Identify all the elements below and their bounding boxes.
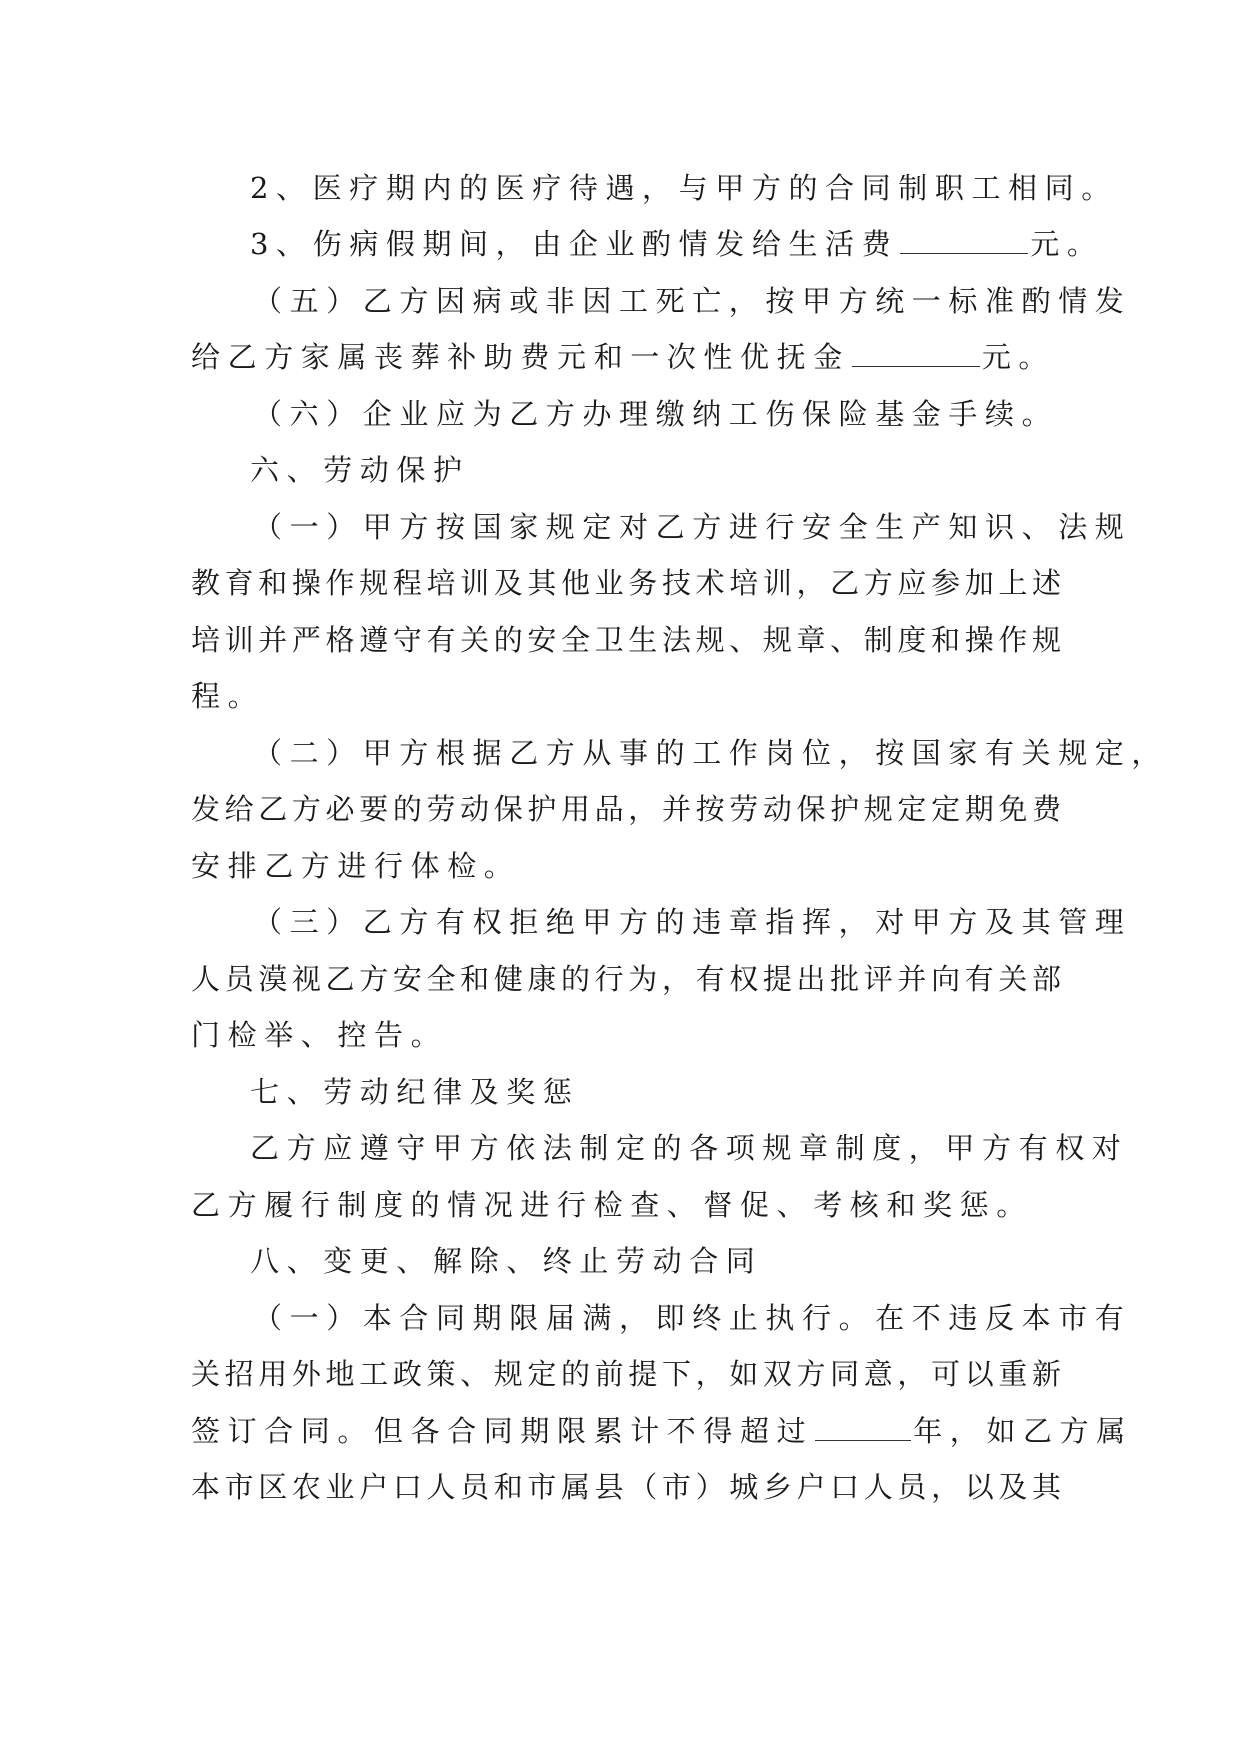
- clause-sick-leave-allowance: [250, 224, 1120, 264]
- clause-contract-expiry-line1: （一）本合同期限届满，即终止执行。在不违反本市有: [253, 1301, 1132, 1335]
- clause-text-before-blank: 3、伤病假期间，由企业酌情发给生活费: [250, 227, 899, 261]
- clause-refuse-orders-line1: （三）乙方有权拒绝甲方的违章指挥，对甲方及其管理: [253, 905, 1132, 939]
- fill-in-blank[interactable]: [900, 225, 1028, 254]
- clause-injury-insurance: （六）企业应为乙方办理缴纳工伤保险基金手续。: [253, 397, 1059, 431]
- section-heading-discipline: 七、劳动纪律及奖惩: [250, 1075, 580, 1109]
- clause-safety-training-line4: 程。: [191, 679, 265, 713]
- clause-safety-training-line3: 培训并严格遵守有关的安全卫生法规、规章、制度和操作规: [191, 623, 1061, 657]
- clause-rules-compliance-line2: 乙方履行制度的情况进行检查、督促、考核和奖惩。: [191, 1188, 1033, 1222]
- clause-death-benefit-line1: （五）乙方因病或非因工死亡，按甲方统一标准酌情发: [253, 284, 1132, 318]
- clause-safety-training-line2: 教育和操作规程培训及其他业务技术培训，乙方应参加上述: [191, 566, 1061, 600]
- clause-refuse-orders-line3: 门检举、控告。: [191, 1018, 448, 1052]
- clause-death-benefit-line2: [191, 337, 1061, 377]
- section-heading-contract-change: 八、变更、解除、终止劳动合同: [250, 1244, 763, 1278]
- clause-contract-expiry-line4: 本市区农业户口人员和市属县（市）城乡户口人员，以及其: [191, 1470, 1061, 1504]
- clause-protective-equipment-line2: 发给乙方必要的劳动保护用品，并按劳动保护规定定期免费: [191, 792, 1061, 826]
- fill-in-blank[interactable]: [852, 338, 980, 367]
- section-heading-labor-protection: 六、劳动保护: [250, 453, 470, 487]
- clause-medical-treatment: 2、医疗期内的医疗待遇，与甲方的合同制职工相同。: [250, 171, 1118, 205]
- clause-contract-expiry-line2: 关招用外地工政策、规定的前提下，如双方同意，可以重新: [191, 1357, 1061, 1391]
- clause-protective-equipment-line3: 安排乙方进行体检。: [191, 849, 521, 883]
- clause-text-after-blank: 元。: [981, 340, 1056, 374]
- clause-contract-expiry-line3: [191, 1411, 1133, 1451]
- clause-protective-equipment-line1: （二）甲方根据乙方从事的工作岗位，按国家有关规定，: [253, 736, 1169, 770]
- clause-safety-training-line1: （一）甲方按国家规定对乙方进行安全生产知识、法规: [253, 510, 1132, 544]
- clause-text-after-blank: 元。: [1030, 227, 1104, 261]
- fill-in-blank[interactable]: [815, 1412, 911, 1441]
- clause-text-before-blank: 给乙方家属丧葬补助费元和一次性优抚金: [191, 340, 850, 374]
- clause-text-after-blank: 年，如乙方属: [913, 1414, 1133, 1448]
- clause-text-before-blank: 签订合同。但各合同期限累计不得超过: [191, 1414, 814, 1448]
- clause-refuse-orders-line2: 人员漠视乙方安全和健康的行为，有权提出批评并向有关部: [191, 962, 1061, 996]
- clause-rules-compliance-line1: 乙方应遵守甲方依法制定的各项规章制度，甲方有权对: [250, 1131, 1129, 1165]
